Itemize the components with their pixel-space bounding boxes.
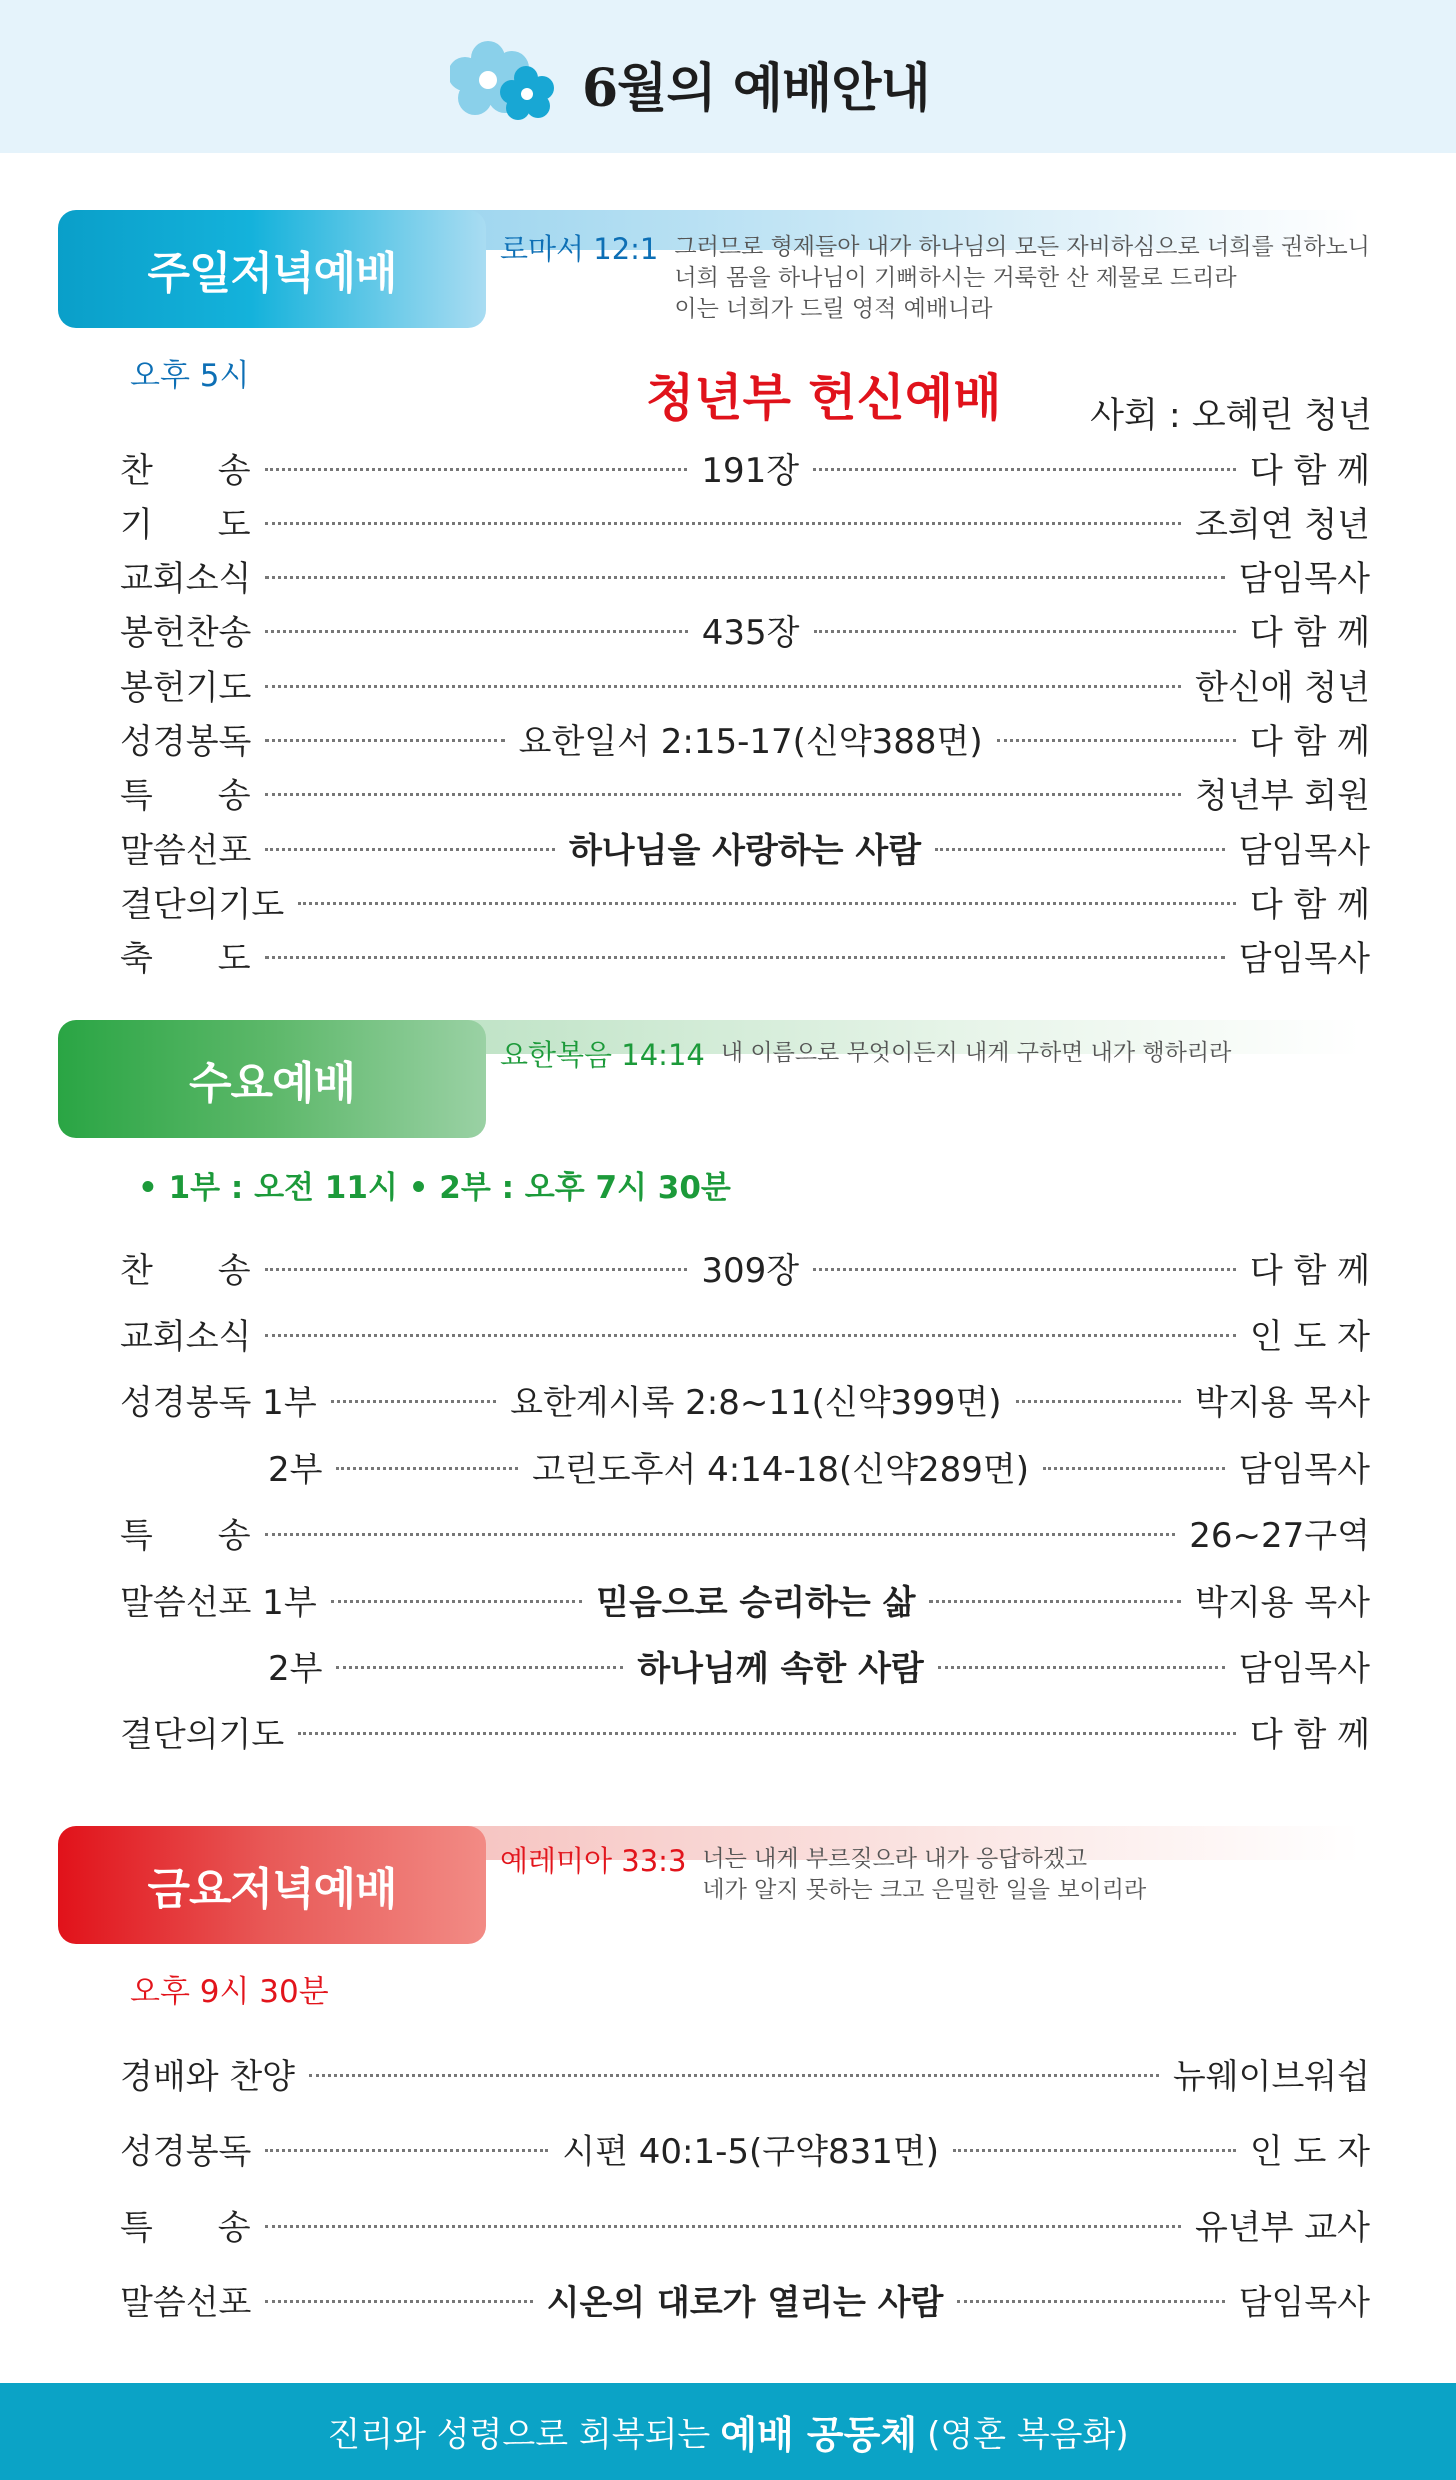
sunday-presider: 사회 : 오혜린 청년	[1090, 396, 1372, 436]
friday-time: 오후 9시 30분	[130, 1974, 329, 2010]
order-row	[120, 2199, 1370, 2249]
order-leader: 뉴웨이브워쉽	[1172, 2056, 1370, 2097]
order-leader: 26~27구역	[1189, 1516, 1370, 1557]
leader-dots	[957, 2300, 1224, 2303]
order-label: 교회소식	[120, 1316, 252, 1357]
order-row	[120, 551, 1370, 601]
order-detail: 믿음으로 승리하는 삶	[596, 1582, 916, 1623]
order-label: 찬 송	[120, 450, 251, 491]
order-leader: 한신애 청년	[1194, 667, 1370, 708]
order-leader: 박지용 목사	[1194, 1383, 1371, 1424]
wednesday-verse-text	[721, 1038, 1231, 1069]
order-label: 경배와 찬양	[120, 2056, 296, 2097]
leader-dots	[265, 848, 555, 851]
order-leader: 담임목사	[1238, 939, 1370, 980]
verse-line: 내 이름으로 무엇이든지 내게 구하면 내가 행하리라	[720, 1040, 1232, 1066]
sunday-verse-text	[674, 232, 1370, 325]
verse-line: 네가 알지 못하는 크고 은밀한 일을 보이리라	[702, 1877, 1147, 1903]
wednesday-banner	[58, 1020, 486, 1138]
order-row	[120, 714, 1370, 764]
order-row	[120, 876, 1370, 926]
order-leader: 인 도 자	[1249, 1316, 1370, 1357]
leader-dots	[309, 2074, 1159, 2077]
leader-dots	[265, 1334, 1235, 1337]
leader-dots	[331, 1600, 583, 1603]
leader-dots	[331, 1400, 496, 1403]
leader-dots	[265, 793, 1181, 796]
order-leader: 다 함 께	[1249, 722, 1371, 762]
order-row	[120, 931, 1370, 981]
order-label: 결단의기도	[120, 1715, 285, 1756]
order-leader: 조희연 청년	[1194, 504, 1370, 545]
order-row	[120, 2048, 1370, 2098]
leader-dots	[336, 1467, 518, 1470]
friday-verse-text	[702, 1844, 1146, 1906]
page-title: 6월의 예배안내	[582, 57, 930, 119]
wednesday-order-list	[120, 1242, 1370, 1762]
footer-text: 진리와 성령으로 회복되는	[327, 2415, 711, 2455]
order-row	[120, 822, 1370, 872]
order-leader: 인 도 자	[1249, 2132, 1370, 2172]
order-label: 2부	[268, 1449, 323, 1490]
leader-dots	[265, 576, 1224, 579]
order-row	[120, 1640, 1370, 1690]
leader-dots	[265, 522, 1181, 525]
order-detail: 시온의 대로가 열리는 사람	[546, 2283, 944, 2323]
order-leader: 청년부 회원	[1194, 776, 1370, 817]
leader-dots	[265, 2225, 1181, 2228]
sunday-verse	[500, 232, 1370, 325]
wednesday-section	[0, 1020, 1456, 1780]
order-row	[120, 2124, 1370, 2174]
leader-dots	[1043, 1467, 1225, 1470]
leader-dots	[1016, 1400, 1181, 1403]
order-row	[120, 1707, 1370, 1757]
sunday-banner-label: 주일저녁예배	[147, 248, 397, 299]
order-detail: 요한일서 2:15-17(신약388면)	[518, 722, 983, 762]
order-leader: 유년부 교사	[1194, 2207, 1370, 2248]
order-label: 기 도	[120, 504, 251, 545]
order-label: 성경봉독	[120, 2132, 252, 2172]
leader-dots	[265, 630, 687, 633]
leader-dots	[929, 1600, 1181, 1603]
leader-dots	[265, 2149, 548, 2152]
order-leader: 담임목사	[1238, 830, 1370, 871]
friday-banner-label: 금요저녁예배	[147, 1864, 397, 1915]
order-leader: 담임목사	[1238, 1449, 1370, 1490]
leader-dots	[265, 739, 504, 742]
order-leader: 다 함 께	[1249, 613, 1371, 654]
order-row	[120, 1242, 1370, 1292]
header-title-group	[450, 38, 930, 128]
order-detail: 435장	[701, 613, 800, 654]
footer-emphasis: 예배 공동체	[720, 2413, 918, 2457]
order-row	[120, 1441, 1370, 1491]
friday-section	[0, 1826, 1456, 2346]
leader-dots	[298, 902, 1236, 905]
order-label: 축 도	[120, 939, 251, 980]
order-leader: 담임목사	[1238, 559, 1370, 600]
leader-dots	[265, 685, 1181, 688]
order-label: 말씀선포	[120, 830, 252, 871]
order-label: 찬 송	[120, 1250, 251, 1291]
wednesday-time: • 1부 : 오전 11시 • 2부 : 오후 7시 30분	[138, 1170, 731, 1206]
footer-note: (영혼 복음화)	[927, 2415, 1129, 2455]
leader-dots	[265, 468, 688, 471]
order-row	[120, 2275, 1370, 2325]
verse-line: 이는 너희가 드릴 영적 예배니라	[674, 296, 993, 322]
sunday-section	[0, 210, 1456, 990]
order-label: 교회소식	[120, 559, 252, 600]
verse-line: 그러므로 형제들아 내가 하나님의 모든 자비하심으로 너희를 권하노니	[674, 234, 1370, 260]
leader-dots	[336, 1666, 623, 1669]
order-leader: 다 함 께	[1249, 1715, 1370, 1756]
order-detail: 시편 40:1-5(구약831면)	[562, 2132, 939, 2172]
order-label: 성경봉독	[120, 722, 252, 762]
order-label: 성경봉독 1부	[120, 1383, 317, 1424]
leader-dots	[813, 1268, 1236, 1271]
order-row	[120, 768, 1370, 818]
sunday-banner	[58, 210, 486, 328]
friday-verse-ref: 예레미아 33:3	[500, 1844, 687, 1878]
order-label: 결단의기도	[120, 884, 285, 925]
sunday-order-list	[120, 442, 1370, 982]
order-label: 봉헌기도	[120, 667, 252, 708]
order-label: 특 송	[120, 2207, 251, 2248]
order-leader: 박지용 목사	[1194, 1582, 1371, 1623]
friday-verse	[500, 1844, 1146, 1906]
order-detail: 요한계시록 2:8~11(신약399면)	[510, 1383, 1002, 1424]
wednesday-banner-label: 수요예배	[188, 1058, 355, 1109]
verse-line: 너는 내게 부르짖으라 내가 응답하겠고	[702, 1846, 1088, 1872]
verse-line: 너희 몸을 하나님이 기뻐하시는 거룩한 산 제물로 드리라	[674, 265, 1237, 291]
flower-icon	[450, 38, 560, 128]
sunday-verse-ref: 로마서 12:1	[500, 232, 659, 266]
footer-banner	[0, 2383, 1456, 2480]
leader-dots	[953, 2149, 1236, 2152]
order-leader: 다 함 께	[1249, 1250, 1371, 1291]
friday-order-list	[120, 2048, 1370, 2348]
wednesday-verse-ref: 요한복음 14:14	[500, 1038, 705, 1072]
order-row	[120, 496, 1370, 546]
order-leader: 다 함 께	[1249, 450, 1371, 491]
leader-dots	[935, 848, 1225, 851]
leader-dots	[997, 739, 1236, 742]
leader-dots	[265, 1268, 688, 1271]
order-detail: 309장	[701, 1250, 800, 1291]
order-label: 말씀선포 1부	[120, 1582, 317, 1623]
order-row	[120, 605, 1370, 655]
order-detail: 고린도후서 4:14-18(신약289면)	[532, 1449, 1029, 1490]
order-row	[120, 1308, 1370, 1358]
order-detail: 하나님을 사랑하는 사람	[568, 830, 922, 871]
order-row	[120, 1508, 1370, 1558]
wednesday-verse	[500, 1038, 1231, 1072]
leader-dots	[265, 2300, 532, 2303]
leader-dots	[298, 1732, 1236, 1735]
leader-dots	[938, 1666, 1225, 1669]
order-leader: 다 함 께	[1249, 884, 1370, 925]
order-row	[120, 659, 1370, 709]
order-detail: 191장	[701, 450, 800, 491]
leader-dots	[813, 468, 1236, 471]
leader-dots	[265, 1533, 1176, 1536]
leader-dots	[814, 630, 1236, 633]
order-label: 말씀선포	[120, 2283, 252, 2323]
order-leader: 담임목사	[1238, 1648, 1370, 1689]
order-row	[120, 1375, 1370, 1425]
sunday-time: 오후 5시	[130, 358, 250, 394]
leader-dots	[265, 956, 1225, 959]
order-label: 2부	[268, 1648, 323, 1689]
order-label: 특 송	[120, 1516, 251, 1557]
order-label: 봉헌찬송	[120, 613, 252, 654]
order-label: 특 송	[120, 776, 251, 817]
page-header	[0, 0, 1456, 153]
order-row	[120, 442, 1370, 492]
sunday-service-title: 청년부 헌신예배	[646, 369, 1002, 427]
order-row	[120, 1574, 1370, 1624]
order-leader: 담임목사	[1238, 2283, 1371, 2323]
friday-banner	[58, 1826, 486, 1944]
order-detail: 하나님께 속한 사람	[637, 1648, 924, 1689]
